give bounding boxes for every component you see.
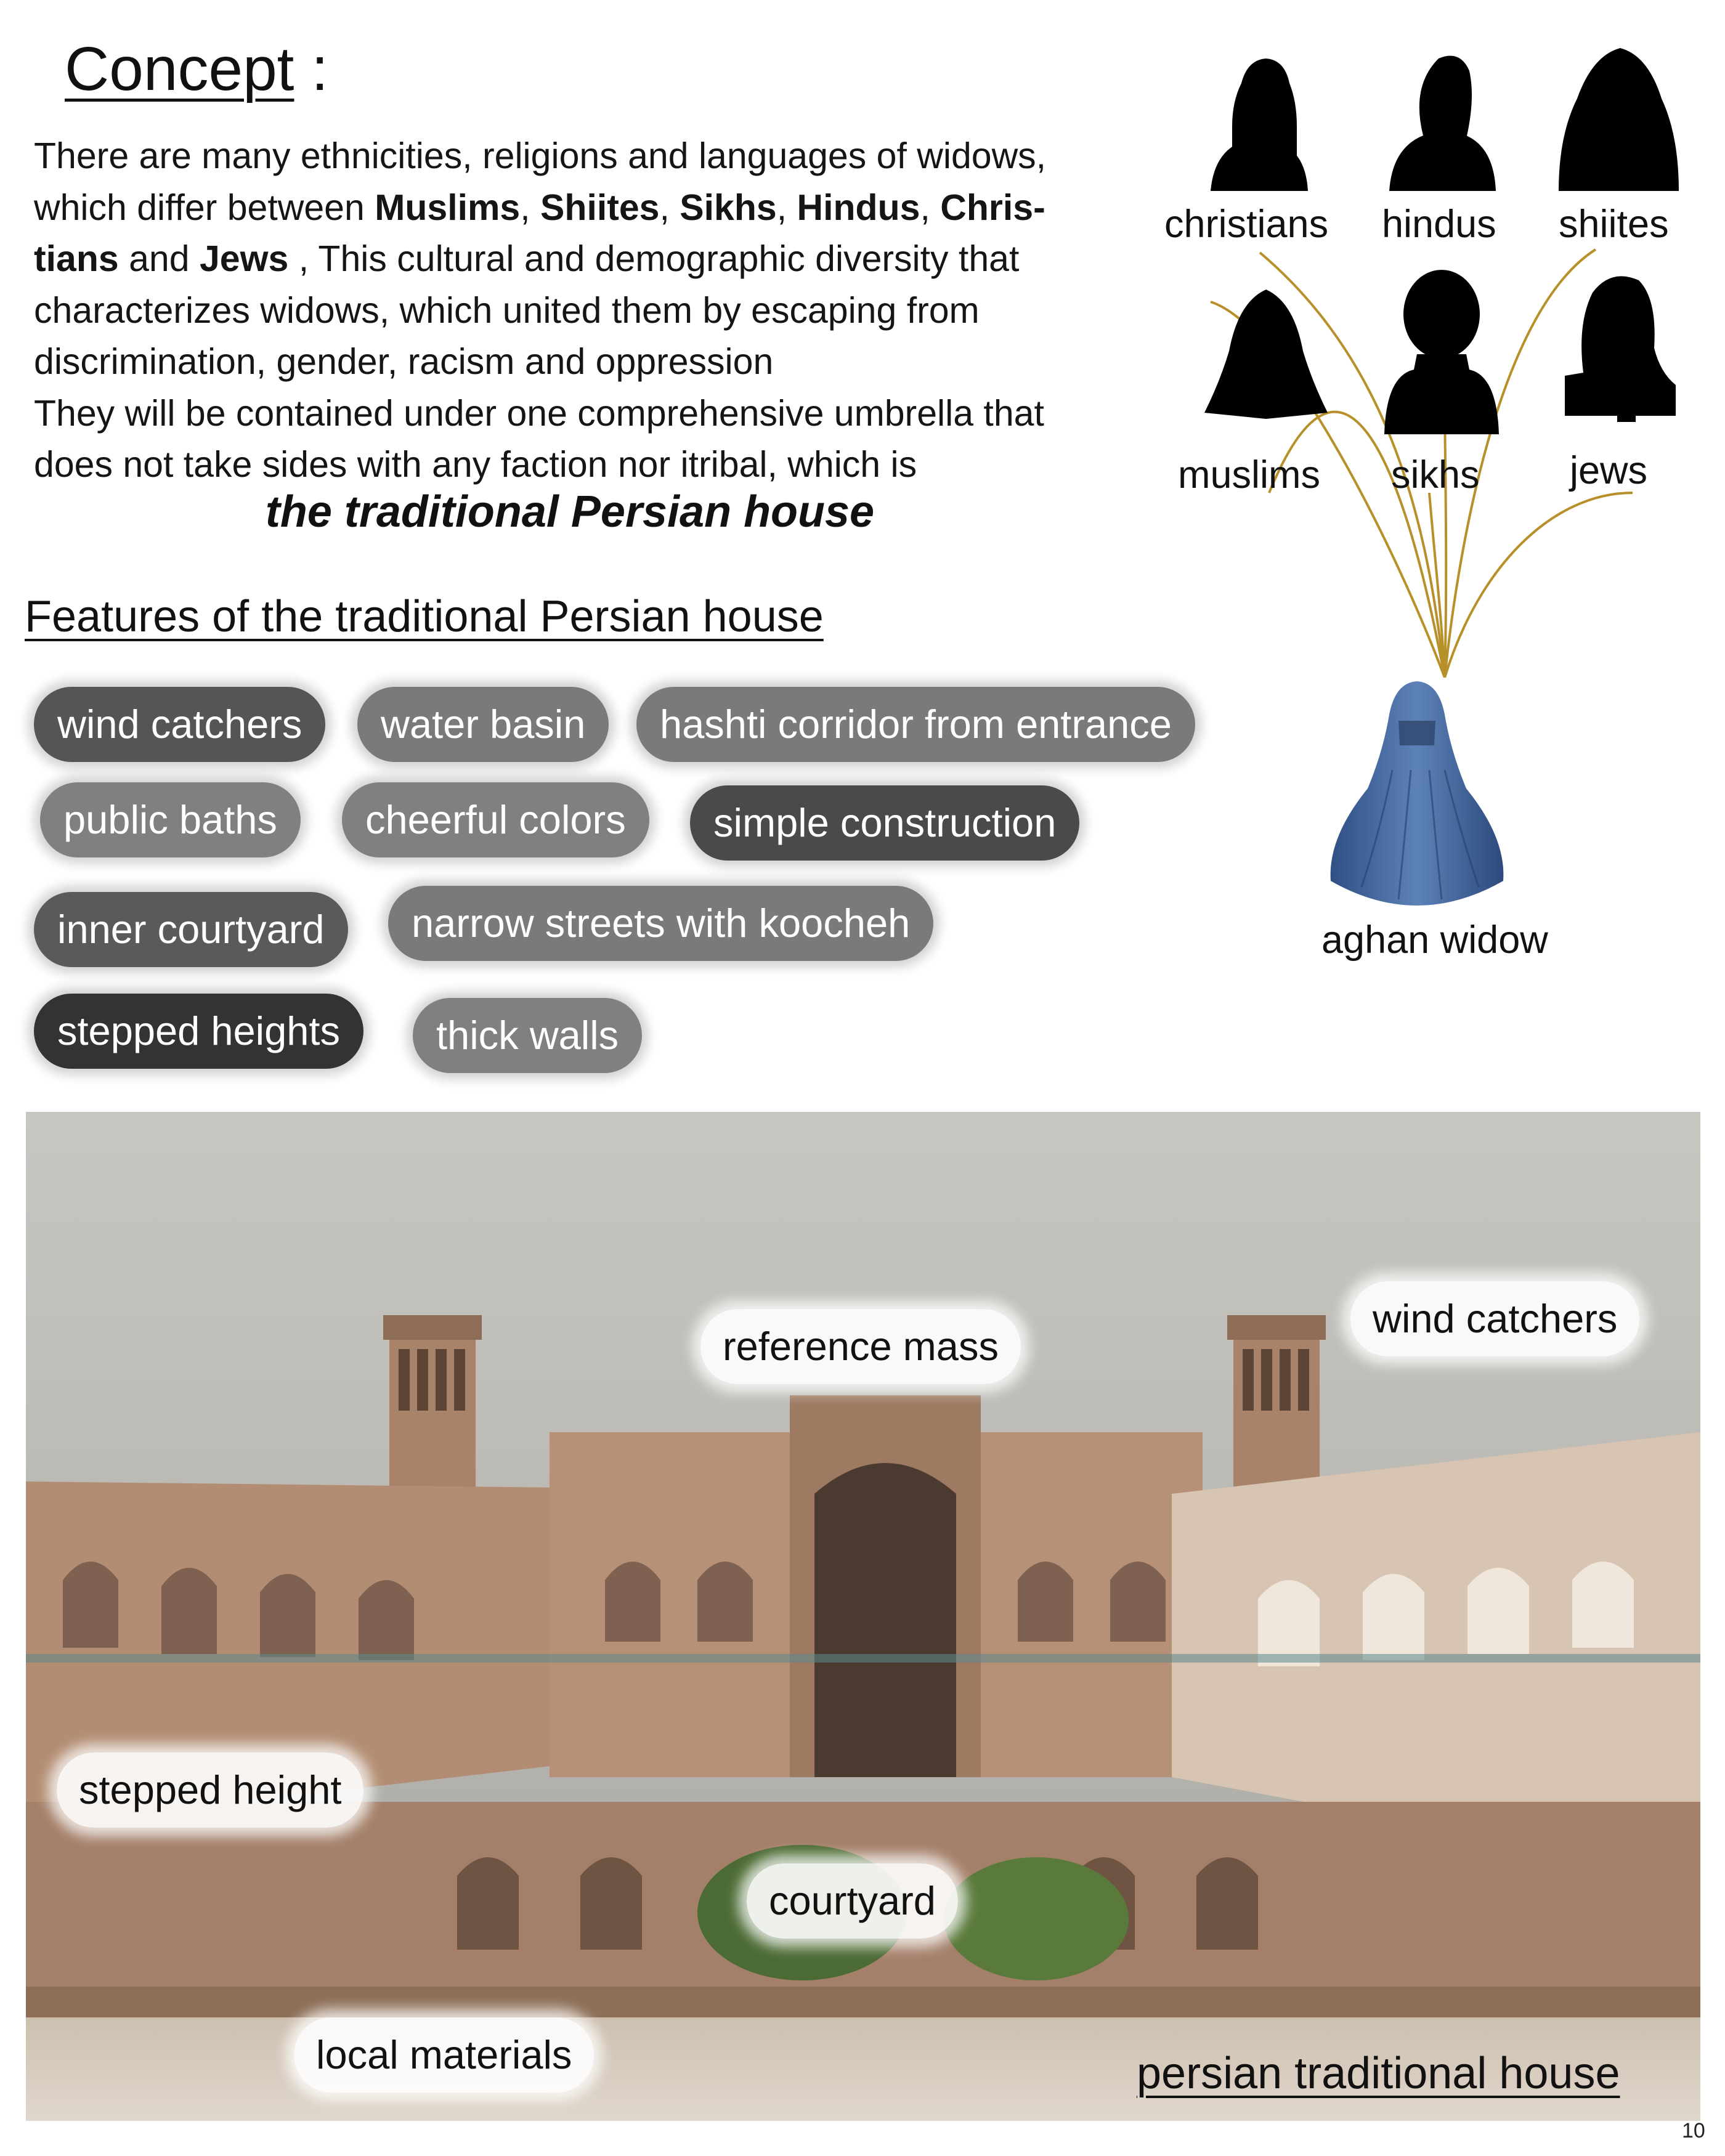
concept-line: tians and Jews , This cultural and demographic diversity that <box>34 238 1020 279</box>
features-title: Features of the traditional Persian house <box>25 592 824 641</box>
feature-pill-hashti-corridor: hashti corridor from entrance <box>636 687 1195 762</box>
shiite-woman-silhouette-icon <box>1556 43 1682 191</box>
label-muslims: muslims <box>1178 453 1320 496</box>
concept-highlight: the traditional Persian house <box>265 487 875 537</box>
feature-pill-water-basin: water basin <box>357 687 609 762</box>
photo-label-local-materials: local materials <box>294 2017 594 2093</box>
label-afghan-widow: aghan widow <box>1321 918 1548 962</box>
persian-house-photo <box>26 1112 1700 2121</box>
photo-caption: persian traditional house <box>1137 2049 1620 2098</box>
photo-label-courtyard: courtyard <box>747 1863 958 1939</box>
page-number: 10 <box>1682 2119 1705 2142</box>
label-jews: jews <box>1570 449 1648 492</box>
label-sikhs: sikhs <box>1391 453 1480 496</box>
connector-line <box>1445 493 1633 678</box>
concept-line: which differ between Muslims, Shiites, Sikhs, Hindus, Chris- <box>34 187 1045 228</box>
label-shiites: shiites <box>1559 203 1669 246</box>
feature-pill-simple-construction: simple construction <box>690 785 1079 861</box>
concept-line: does not take sides with any faction nor itribal, which is <box>34 444 917 485</box>
feature-pill-stepped-heights: stepped heights <box>34 994 363 1069</box>
label-christians: christians <box>1164 203 1329 246</box>
feature-pill-inner-courtyard: inner courtyard <box>34 892 348 967</box>
feature-pill-thick-walls: thick walls <box>413 998 642 1073</box>
concept-line: They will be contained under one comprehensive umbrella that <box>34 392 1044 434</box>
photo-label-stepped-height: stepped height <box>57 1753 363 1828</box>
concept-line: characterizes widows, which united them by escaping from <box>34 290 980 331</box>
hindu-woman-silhouette-icon <box>1386 49 1497 191</box>
afghan-widow-burqa-icon <box>1325 678 1509 912</box>
sikh-silhouette-icon <box>1383 268 1500 434</box>
concept-line: discrimination, gender, racism and oppression <box>34 341 774 382</box>
photo-label-reference-mass: reference mass <box>700 1309 1021 1384</box>
feature-pill-public-baths: public baths <box>40 782 301 857</box>
jewish-woman-silhouette-icon <box>1556 268 1679 422</box>
feature-pill-narrow-streets: narrow streets with koocheh <box>388 886 933 961</box>
photo-label-wind-catchers: wind catchers <box>1350 1281 1639 1356</box>
muslim-woman-silhouette-icon <box>1201 283 1331 419</box>
persian-house-illustration <box>26 1112 1700 2121</box>
connector-line <box>1445 397 1446 678</box>
christian-woman-silhouette-icon <box>1204 52 1312 191</box>
feature-pill-wind-catchers: wind catchers <box>34 687 325 762</box>
concept-title: Concept : <box>65 34 329 103</box>
connector-line <box>1269 412 1445 678</box>
concept-line: There are many ethnicities, religions and languages of widows, <box>34 136 1047 176</box>
concept-paragraph <box>34 131 1143 491</box>
label-hindus: hindus <box>1382 203 1496 246</box>
feature-pill-cheerful-colors: cheerful colors <box>342 782 649 857</box>
